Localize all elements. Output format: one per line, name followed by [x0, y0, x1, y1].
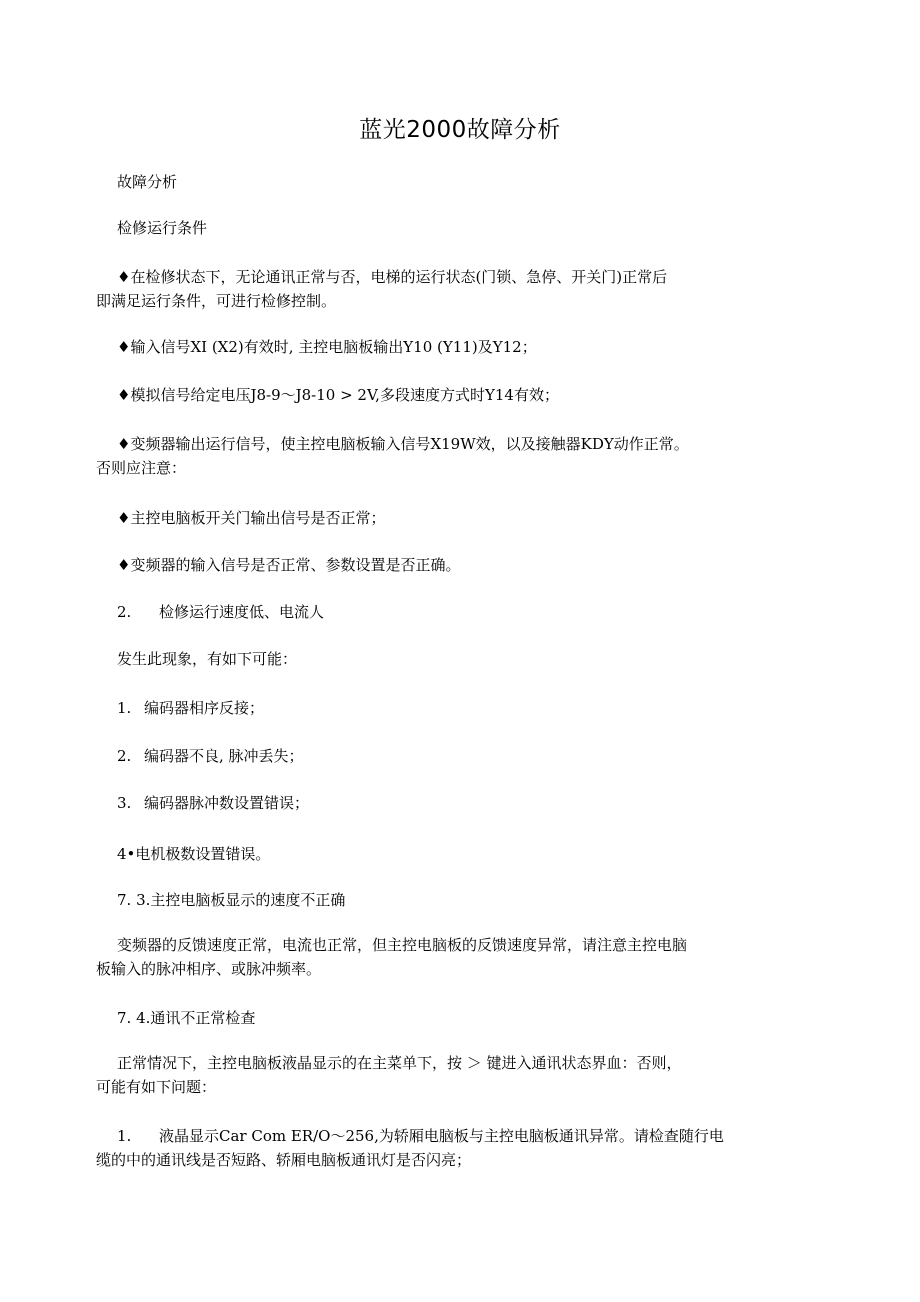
- section-7-4-item-1: [96, 1124, 808, 1172]
- list-item: [96, 696, 829, 720]
- section-number: 2.: [117, 603, 132, 621]
- paragraph-door-signal: ♦主控电脑板开关门输出信号是否正常；: [117, 509, 386, 527]
- list-item-text: 编码器脉冲数设置错误；: [144, 794, 310, 812]
- list-item-number: 2.: [117, 747, 132, 765]
- paragraph-inverter-input: ♦变频器的输入信号是否正常、参数设置是否正确。: [117, 556, 461, 574]
- paragraph-line: 变频器的反馈速度正常，电流也正常，但主控电脑板的反馈速度异常，请注意主控电脑: [117, 936, 688, 954]
- paragraph-line: ♦变频器输出运行信号，使主控电脑板输入信号X19W效，以及接触器KDY动作正常。: [117, 435, 689, 453]
- paragraph-line: 缆的中的通讯线是否短路、轿厢电脑板通讯灯是否闪亮；: [96, 1151, 472, 1169]
- list-item: [96, 744, 829, 768]
- list-item-text: 编码器相序反接；: [144, 699, 265, 717]
- paragraph-line: 正常情况下，主控电脑板液晶显示的在主菜单下，按 ＞ 键进入通讯状态界血：否则，: [117, 1054, 682, 1072]
- paragraph-analog-signal: ♦模拟信号给定电压J8-9〜J8-10 > 2V,多段速度方式时Y14有效；: [117, 386, 559, 404]
- paragraph-line: 板输入的脉冲相序、或脉冲频率。: [96, 960, 322, 978]
- heading-fault-analysis: 故障分析: [117, 173, 178, 191]
- paragraph-line: [96, 1124, 808, 1148]
- document-title: 蓝光2000故障分析: [359, 117, 561, 143]
- list-item-number: 3.: [117, 794, 132, 812]
- section-2-intro: 发生此现象，有如下可能：: [117, 650, 298, 668]
- section-title: 检修运行速度低、电流人: [159, 603, 325, 621]
- section-7-4-heading: 7. 4.通讯不正常检查: [117, 1009, 256, 1027]
- list-item: 4•电机极数设置错误。: [117, 845, 271, 863]
- paragraph-line: 否则应注意：: [96, 459, 187, 477]
- list-item-number: 1.: [117, 1127, 132, 1145]
- paragraph-line: 即满足运行条件，可进行检修控制。: [96, 292, 337, 310]
- paragraph-line: ♦在检修状态下，无论通讯正常与否，电梯的运行状态(门锁、急停、开关门)正常后: [117, 268, 668, 286]
- paragraph-inverter-output: [96, 432, 808, 480]
- paragraph-maintenance-state: [96, 265, 808, 313]
- section-2-heading: [96, 600, 829, 624]
- section-7-3-heading: 7. 3.主控电脑板显示的速度不正确: [117, 891, 346, 909]
- section-7-4-body: [96, 1051, 808, 1099]
- heading-maintenance-conditions: 检修运行条件: [117, 219, 208, 237]
- list-item-text: 编码器不良, 脉冲丢失；: [144, 747, 304, 765]
- list-item: [96, 791, 829, 815]
- section-7-3-body: [96, 933, 808, 981]
- paragraph-line: 可能有如下问题：: [96, 1078, 217, 1096]
- list-item-number: 1.: [117, 699, 132, 717]
- paragraph-input-signal: ♦输入信号XI (X2)有效时, 主控电脑板输出Y10 (Y11)及Y12；: [117, 338, 537, 356]
- list-item-text: 液晶显示Car Com ER/O〜256,为轿厢电脑板与主控电脑板通讯异常。请检查随行电: [159, 1127, 724, 1145]
